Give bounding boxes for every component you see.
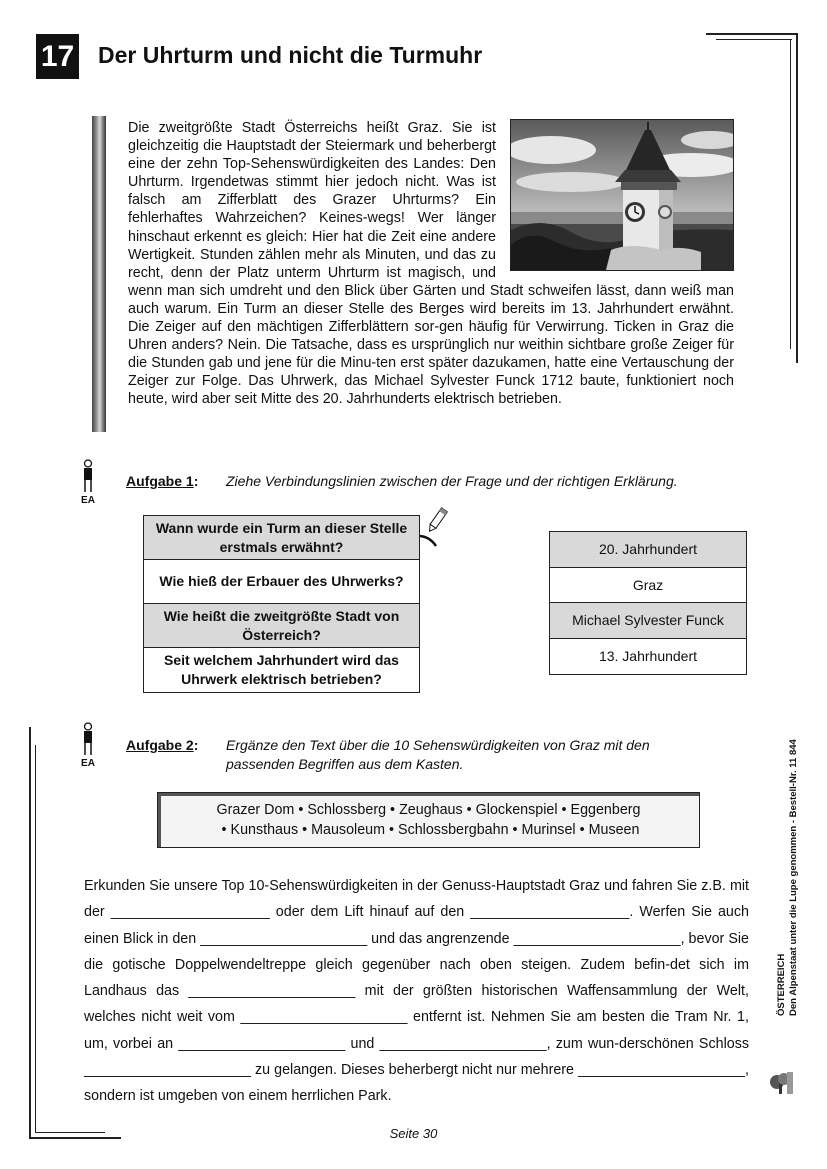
word-box xyxy=(157,792,700,848)
word-item: Grazer Dom xyxy=(216,802,295,818)
word-row-1 xyxy=(158,800,699,820)
task1-instruction: Ziehe Verbindungslinien zwischen der Frage und der richtigen Erklärung. xyxy=(226,473,678,489)
question-cell: Seit welchem Jahrhundert wird das Uhrwerk elektrisch betrieben? xyxy=(164,652,399,687)
bullet-icon: • xyxy=(512,822,518,838)
cloze-segment: mit der größten historischen Waffensammlung der Welt, welches nicht weit vom xyxy=(84,983,749,1026)
chapter-number: 17 xyxy=(36,34,79,79)
side-line-1: ÖSTERREICH xyxy=(776,953,787,1016)
task2-instruction: Ergänze den Text über die 10 Sehenswürdigkeiten von Graz mit den passenden Begriffen aus dem Kasten. xyxy=(226,737,650,772)
decorative-side-bar xyxy=(92,116,106,432)
word-item: Eggenberg xyxy=(570,802,641,818)
question-cell: Wie hieß der Erbauer des Uhrwerks? xyxy=(144,560,419,604)
question-cell: Wie heißt die zweitgrößte Stadt von Österreich? xyxy=(144,604,419,648)
publisher-logo-icon xyxy=(768,1070,796,1096)
cloze-segment: oder dem Lift hinauf auf den xyxy=(269,904,471,921)
ea-label: EA xyxy=(81,495,95,506)
intro-text: Die zweitgrößte Stadt Österreichs heißt Graz. Sie ist gleichzeitig die Hauptstadt der Steiermark und beherbergt eine der zehn Top-Sehenswürdigkeiten des Landes: Den Uhrturm. Irgendetwas stimmt hier jedoch nicht. Was ist falsch am Zifferblatt des Grazer Uhrturms? Ein fehlerhaftes Wahrzeichen? Keines-wegs! Wer länger hinschaut erkennt es gleich: Hier hat die Zeit eine andere Wertigkeit. Stunden zählen mehr als Minuten, und das zu recht, denn der Platz unterm Uhrturm ist magisch, und wenn man sich umdreht und den Blick über Gärten und Stadt schweifen lässt, dann weiß man auch warum. Ein Turm an dieser Stelle des Berges wird bereits im 13. Jahrhundert erwähnt. Die Zeiger auf den mächtigen Zifferblättern sor-gen häufig für Verwirrung. Ticken in Graz die Uhren anders? Nein. Die Tatsache, dass es ursprünglich nur weithin sichtbare große Zeiger für die Stunden gab und jene für die Minu-ten erst später dazukamen, hatte eine Vertauschung der Zeiger zur Folge. Das Uhrwerk, das Michael Sylvester Funck 1712 baute, funktioniert noch heute, wird aber seit Mitte des 20. Jahrhunderts elektrisch betrieben. xyxy=(128,120,734,408)
answer-cell: 13. Jahrhundert xyxy=(598,648,698,665)
answer-blank[interactable]: ____________________ xyxy=(470,904,630,921)
answer-table xyxy=(549,531,747,675)
answer-blank[interactable]: _____________________ xyxy=(513,930,681,947)
page-title: Der Uhrturm und nicht die Turmuhr xyxy=(98,42,483,68)
answer-blank[interactable]: _____________________ xyxy=(578,1062,746,1079)
cloze-segment: entfernt ist. Nehmen Sie am besten die Tram Nr. 1, um, vorbei an xyxy=(84,1009,749,1052)
person-icon xyxy=(81,459,95,495)
cloze-segment: zu gelangen. Dieses beherbergt nicht nur mehrere xyxy=(250,1062,579,1079)
word-item: Museen xyxy=(588,822,640,838)
task1-label: Aufgabe 1 xyxy=(126,473,194,489)
frame-line-top-right-inner xyxy=(716,39,792,40)
word-item: Schlossberg xyxy=(307,802,387,818)
task2-label: Aufgabe 2 xyxy=(126,737,194,753)
answer-cell: Michael Sylvester Funck xyxy=(550,603,746,639)
answer-blank[interactable]: _____________________ xyxy=(379,1035,547,1052)
word-row-2 xyxy=(158,820,699,840)
pencil-icon xyxy=(418,506,450,552)
word-item: Zeughaus xyxy=(399,802,463,818)
bullet-icon: • xyxy=(389,822,395,838)
word-item: Schlossbergbahn xyxy=(398,822,509,838)
page-number: Seite 30 xyxy=(389,1126,438,1141)
answer-cell: 20. Jahrhundert xyxy=(550,532,746,568)
bullet-icon: • xyxy=(579,822,585,838)
frame-line-right xyxy=(796,33,798,363)
intro-paragraph xyxy=(128,119,734,409)
word-item: Glockenspiel xyxy=(475,802,558,818)
word-item: Kunsthaus xyxy=(230,822,299,838)
bullet-icon: • xyxy=(561,802,567,818)
clock-tower-photo xyxy=(510,119,734,271)
side-line-2: Den Alpenstaat unter die Lupe genommen - Bestell-Nr. 11 844 xyxy=(787,739,799,1016)
frame-line-left xyxy=(29,727,31,1139)
cloze-segment: , zum wun-derschönen Schloss xyxy=(546,1035,749,1052)
question-table xyxy=(143,515,420,693)
ea-label: EA xyxy=(81,758,95,769)
bullet-icon: • xyxy=(390,802,396,818)
cloze-text xyxy=(84,873,749,1110)
cloze-segment: , bevor Sie die gotische Doppelwendeltreppe gleich gegenüber nach oben steigen. Zudem befin-det sich im Landhaus das xyxy=(84,930,749,1000)
answer-blank[interactable]: _____________________ xyxy=(188,983,356,1000)
cloze-segment: Erkunden Sie unsere Top 10-Sehenswürdigkeiten in der Genuss-Hauptstadt Graz und fahren Sie z.B. mit der xyxy=(84,878,749,921)
answer-blank[interactable]: _____________________ xyxy=(178,1035,346,1052)
bullet-icon: • xyxy=(302,822,308,838)
word-item: Murinsel xyxy=(521,822,576,838)
question-cell: Wann wurde ein Turm an dieser Stelle erstmals erwähnt? xyxy=(144,516,419,560)
word-item: Mausoleum xyxy=(311,822,386,838)
person-icon xyxy=(81,722,95,758)
answer-blank[interactable]: _____________________ xyxy=(200,930,368,947)
cloze-segment: und das angrenzende xyxy=(367,930,514,947)
answer-blank[interactable]: _____________________ xyxy=(84,1062,251,1079)
cloze-segment: . Werfen Sie auch einen Blick in den xyxy=(84,904,749,947)
task2-heading: Aufgabe 2: xyxy=(126,737,199,753)
task1-heading: Aufgabe 1: xyxy=(126,473,199,489)
answer-blank[interactable]: _____________________ xyxy=(240,1009,408,1026)
frame-line-left-inner xyxy=(35,745,36,1133)
side-publisher-text xyxy=(776,716,799,1016)
cloze-segment: und xyxy=(345,1035,380,1052)
bullet-icon: • xyxy=(466,802,472,818)
cloze-segment: , sondern ist umgeben von einem herrlichen Park. xyxy=(84,1062,749,1105)
bullet-icon: • xyxy=(221,822,227,838)
answer-blank[interactable]: ____________________ xyxy=(110,904,270,921)
frame-line-right-inner xyxy=(790,39,791,349)
answer-cell: Graz xyxy=(550,568,746,604)
bullet-icon: • xyxy=(298,802,304,818)
frame-line-top-right xyxy=(706,33,798,35)
